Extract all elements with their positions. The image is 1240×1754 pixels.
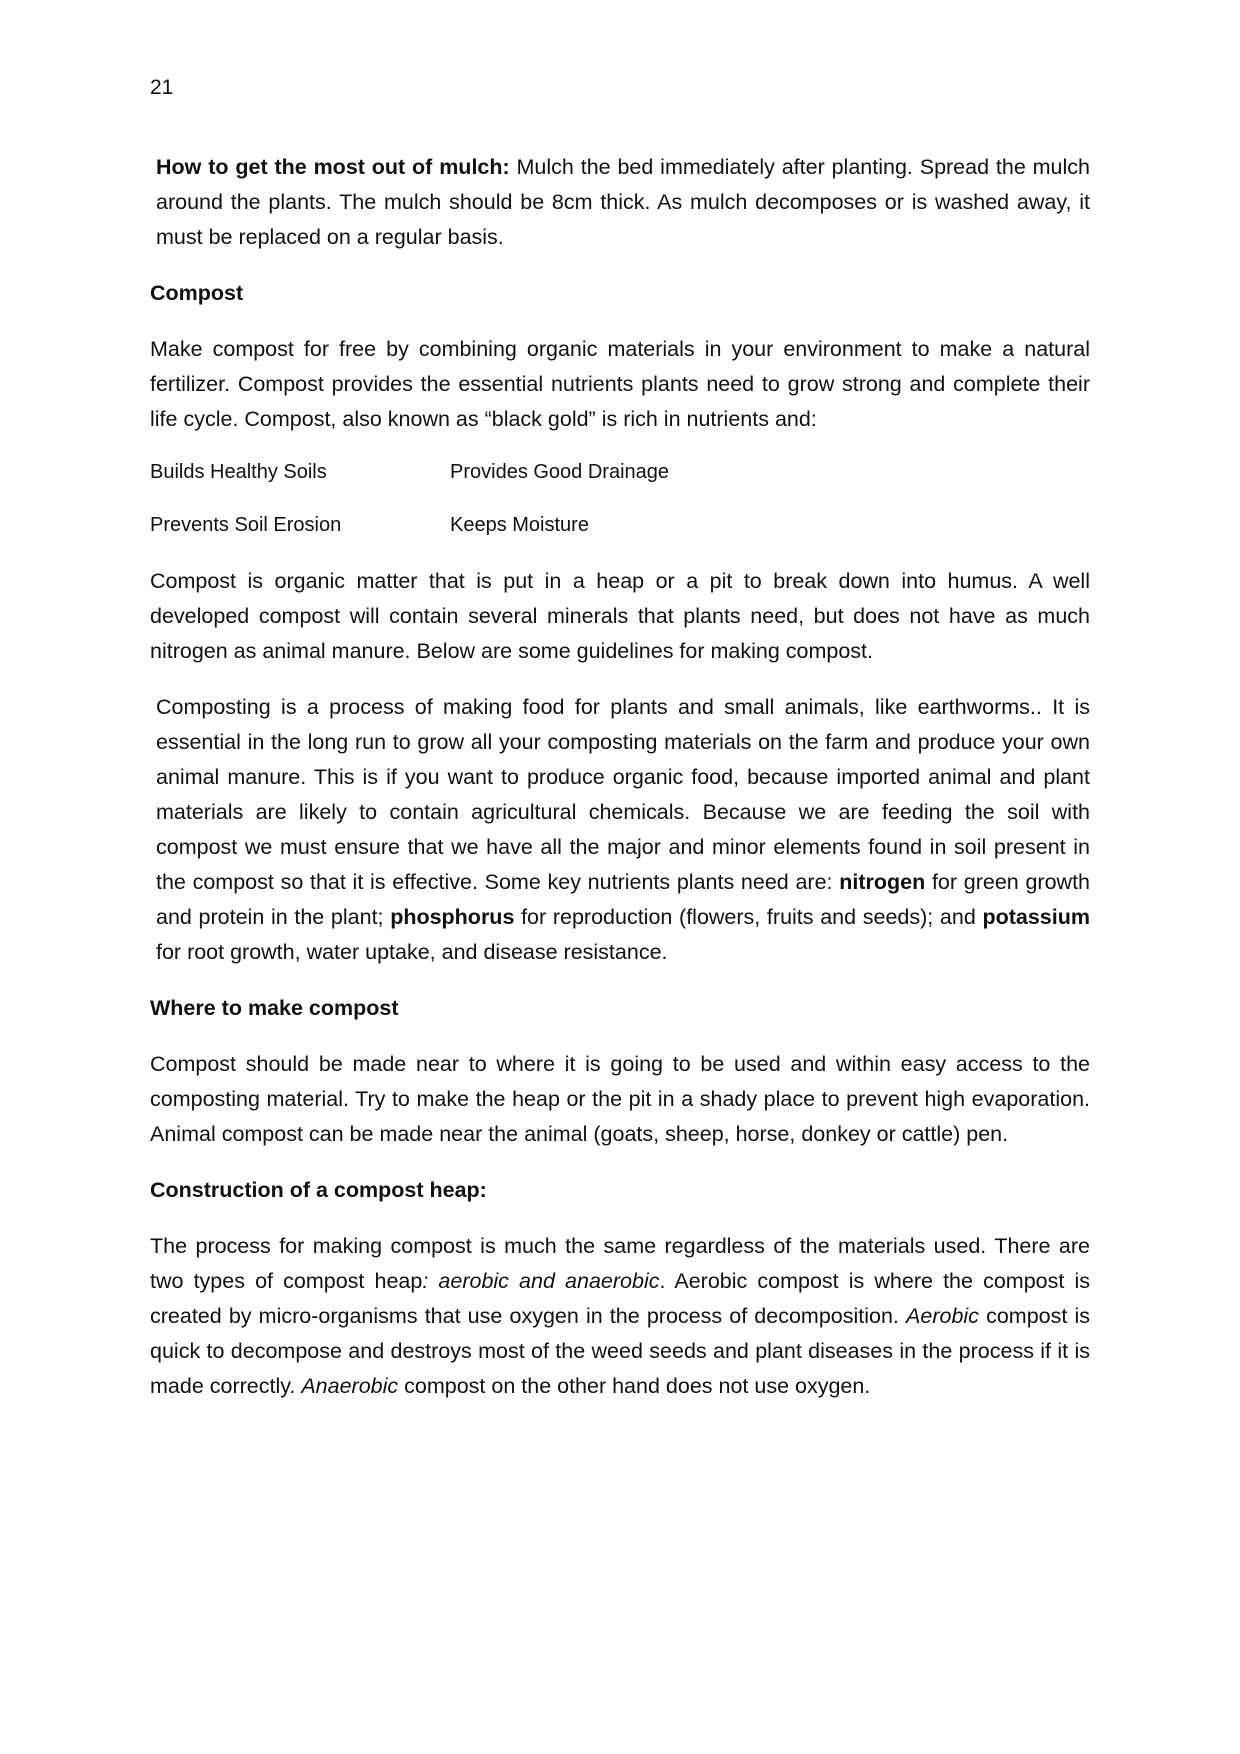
construction-text: . Aerobic compost is where the compost is created by micro-organisms that use oxygen in the process of decomposition. [150,1269,1090,1328]
compost-heading: Compost [150,281,244,305]
compost-benefits [150,458,1090,540]
construction-text: compost on the other hand does not use oxygen. [398,1374,871,1398]
where-heading: Where to make compost [150,996,399,1020]
compost-intro: Make compost for free by combining organic materials in your environment to make a natural fertilizer. Compost provides the essential nutrients plants need to grow strong and complete their life cycle. Compost, also known as “black gold” is rich in nutrients and: [150,337,1090,431]
where-paragraph: Compost should be made near to where it is going to be used and within easy access to the composting material. Try to make the heap or the pit in a shady place to prevent high evaporation. Animal compost can be made near the animal (goats, sheep, horse, donkey or cattle) pen. [150,1052,1090,1146]
mulch-heading: How to get the most out of mulch: [156,155,510,179]
construction-paragraph [150,1229,1090,1404]
benefit-item: Prevents Soil Erosion [150,514,342,536]
composting-text: for green growth and protein in the plant; [156,870,1090,929]
nutrient-potassium: potassium [982,905,1090,929]
construction-heading: Construction of a compost heap: [150,1178,487,1202]
benefit-item: Builds Healthy Soils [150,461,327,483]
composting-text: Composting is a process of making food for plants and small animals, like earthworms.. It is essential in the long run to grow all your composting materials on the farm and produce your own animal manure. This is if you want to produce organic food, because imported animal and plant materials are likely to contain agricultural chemicals. Because we are feeding the soil with compost we must ensure that we have all the major and minor elements found in soil present in the compost so that it is effective. Some key nutrients plants need are: [156,695,1090,894]
construction-text: The process for making compost is much the same regardless of the materials used. There are two types of compost heap [150,1234,1090,1293]
benefit-item: Keeps Moisture [450,514,589,536]
page-content [150,150,1090,1425]
anaerobic-term: Anaerobic [301,1374,399,1398]
page-number: 21 [150,76,174,99]
compost-types: : aerobic and anaerobic [422,1269,660,1293]
nutrient-phosphorus: phosphorus [390,905,515,929]
compost-definition-paragraph: Compost is organic matter that is put in a heap or a pit to break down into humus. A well developed compost will contain several minerals that plants need, but does not have as much nitrogen as animal manure. Below are some guidelines for making compost. [150,569,1090,663]
mulch-paragraph [150,150,1090,255]
construction-text: compost is quick to decompose and destroys most of the weed seeds and plant diseases in the process if it is made correctly. [150,1304,1090,1398]
composting-text: for reproduction (flowers, fruits and seeds); and [514,905,983,929]
composting-text: for root growth, water uptake, and disease resistance. [156,940,668,964]
composting-process-paragraph [150,690,1090,970]
benefit-item: Provides Good Drainage [450,461,670,483]
aerobic-term: Aerobic [906,1304,979,1328]
benefit-row [150,511,1090,540]
nutrient-nitrogen: nitrogen [839,870,926,894]
mulch-text: Mulch the bed immediately after planting. Spread the mulch around the plants. The mulch should be 8cm thick. As mulch decomposes or is washed away, it must be replaced on a regular basis. [156,155,1090,249]
benefit-row [150,458,1090,487]
